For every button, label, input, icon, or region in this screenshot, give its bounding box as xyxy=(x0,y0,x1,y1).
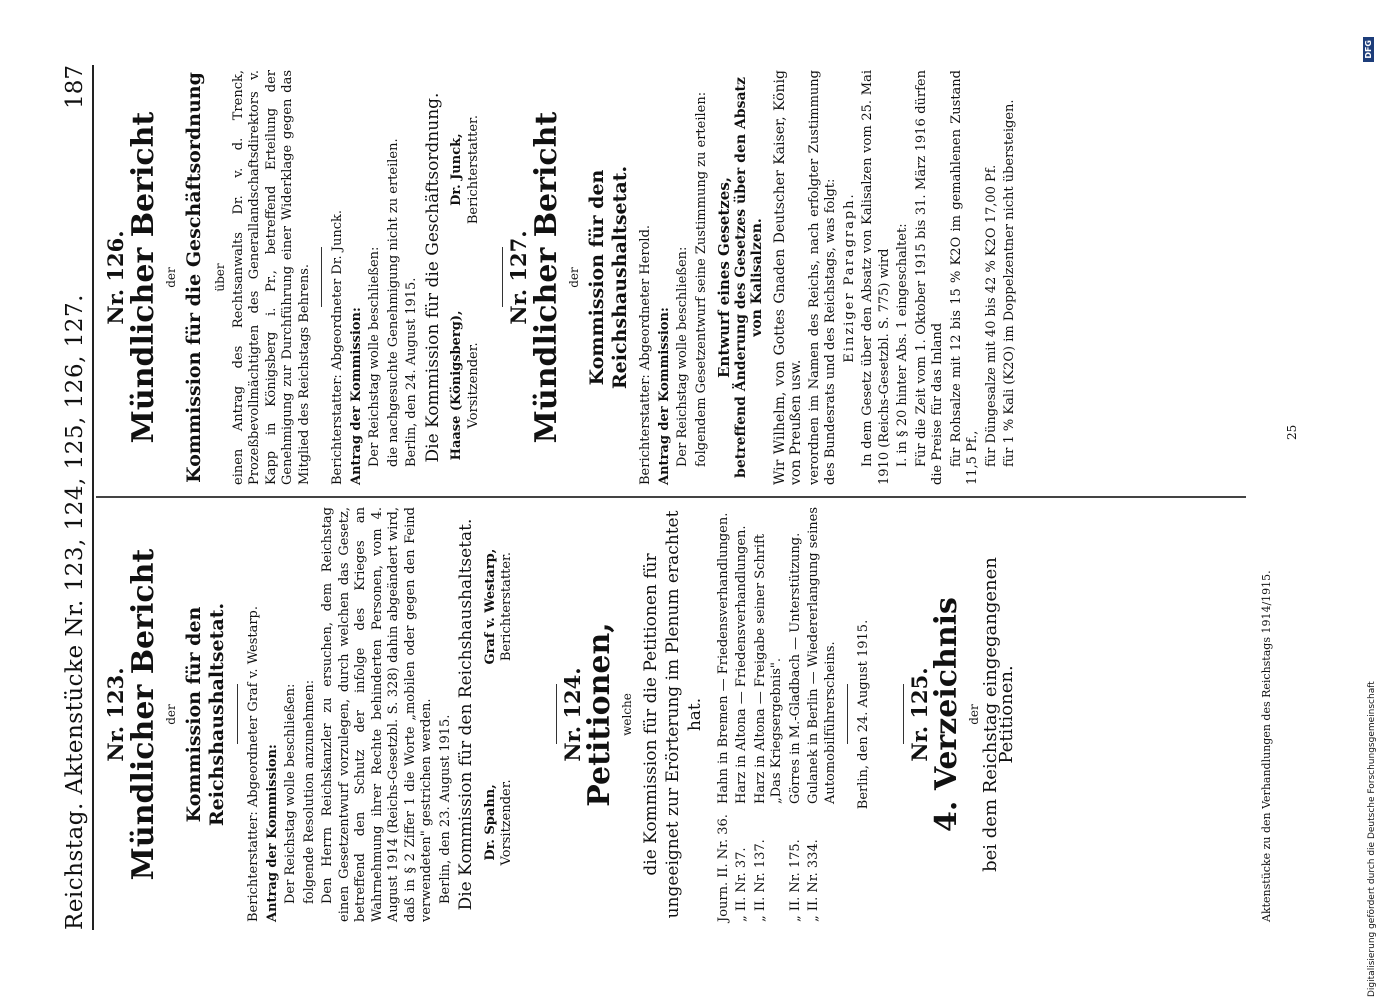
nr127-kommission: Kommission für den Reichshaushaltsetat. xyxy=(586,165,631,390)
nr123-intro: Der Reichstag wolle beschließen: xyxy=(283,683,298,904)
nr126-sig-right xyxy=(449,70,482,269)
nr127-p1: In dem Gesetz über den Absatz von Kalisalzen vom 25. Mai 1910 (Reichs-Gesetzbl. S. 775) wird xyxy=(860,70,892,485)
petition-text: Hahn in Bremen — Friedensverhandlungen. xyxy=(715,512,731,804)
petition-row xyxy=(734,507,751,922)
nr123-date: Berlin, den 23. August 1915. xyxy=(437,714,453,904)
nr123-antrag: Antrag der Kommission: xyxy=(264,744,280,922)
nr127-p2: I. in § 20 hinter Abs. 1 eingeschaltet: xyxy=(895,223,910,467)
nr127-verordnen: verordnen im Namen des Reichs, nach erfolgter Zustimmung des Bundesrats und des Reichstags, was folgt: xyxy=(806,70,838,485)
nr125-sub: bei dem Reichstag eingegangenen Petitionen. xyxy=(979,557,1017,872)
nr126-number: Nr. 126. xyxy=(103,230,128,325)
nr126-body: einen Antrag des Rechtsanwalts Dr. v. d. Trenck, Prozeßbevollmächtigten des Generallandschaftsdirektors v. Kapp in Königsberg i. Pr., betreffend Erteilung der Genehmigung zur Durchführung einer Widerklage gegen das Mitglied des Reichstags Behrens. xyxy=(230,70,312,485)
nr127-intro2: folgendem Gesetzentwurf seine Zustimmung zu erteilen: xyxy=(693,91,709,467)
nr127-p3: Für die Zeit vom 1. Oktober 1915 bis 31. März 1916 dürfen die Preise für das Inland xyxy=(913,70,945,485)
separator xyxy=(502,248,503,308)
nr123-kommission: Kommission für den Reichshaushaltsetat. xyxy=(183,602,228,827)
nr126-title: Mündlicher Bericht xyxy=(125,111,161,444)
nr127-p5: für Düngesalze mit 40 bis 42 % K2O 17,00 Pf. xyxy=(983,164,999,467)
running-header xyxy=(56,65,96,930)
nr127-p6: für 1 % Kali (K2O) im Doppelzentner nicht übersteigen. xyxy=(1002,99,1017,467)
nr127-berichterstatter: Berichterstatter: Abgeordneter Herold. xyxy=(638,224,653,485)
petition-row xyxy=(788,507,805,922)
nr127-entwurf-sub: betreffend Änderung des Gesetzes über den Absatz von Kalisalzen. xyxy=(732,77,765,478)
nr126-sig-right-name: Dr. Junck, xyxy=(449,133,464,206)
nr126-kommission: Kommission für die Geschäftsordnung xyxy=(183,72,205,483)
nr123-der: der xyxy=(163,704,178,725)
nr123-body: Den Herrn Reichskanzler zu ersuchen, dem Reichstag einen Gesetzentwurf vorzulegen, durch welchen das Gesetz, betreffend den Schutz der infolge des Krieges an Wahrnehmung ihrer Rechte behinderten Personen, vom 4. August 1914 (Reichs-Gesetzbl. S. 328) dahin abgeändert wird, daß in § 2 Ziffer 1 die Worte „mobilen oder gegen den Feind verwendeten" gestrichen werden. xyxy=(320,507,434,922)
nr126-signatures xyxy=(449,70,482,485)
nr123-berichterstatter: Berichterstatter: Abgeordneter Graf v. Westarp. xyxy=(246,605,261,922)
nr126-berichterstatter: Berichterstatter: Abgeordneter Dr. Junck. xyxy=(330,209,345,485)
petition-row xyxy=(753,507,786,922)
petition-list xyxy=(716,507,840,922)
petition-text: Görres in M.-Gladbach — Unterstützung. xyxy=(787,532,803,804)
nr123-signatures xyxy=(483,507,516,922)
nr126-sig-left xyxy=(449,286,482,485)
right-column xyxy=(100,70,1021,485)
separator xyxy=(556,685,557,745)
nr123-sig-left-name: Dr. Spahn, xyxy=(482,784,498,861)
nr127-p4: für Rohsalze mit 12 bis 15 % K2O im gemahlenen Zustand 11,5 Pf., xyxy=(948,70,980,485)
nr126-sig-left-role: Vorsitzender. xyxy=(465,342,481,429)
page-number: 187 xyxy=(62,65,88,109)
nr126-sig-right-role: Berichterstatter. xyxy=(465,115,481,225)
nr124-title: Petitionen, xyxy=(582,622,617,807)
nr123-sig-right xyxy=(483,507,516,706)
nr127-paragraph: Einziger Paragraph. xyxy=(841,192,857,363)
nr126-date: Berlin, den 24. August 1915. xyxy=(404,277,419,467)
nr127-intro: Der Reichstag wolle beschließen: xyxy=(675,246,690,467)
nr127-antrag: Antrag der Kommission: xyxy=(656,307,672,485)
running-header-title: Reichstag. Aktenstücke Nr. 123, 124, 125, 126, 127. xyxy=(62,294,88,930)
nr126-antrag: Antrag der Kommission: xyxy=(348,307,364,485)
nr123-sig-left-role: Vorsitzender. xyxy=(499,779,514,866)
nr127-number: Nr. 127. xyxy=(506,230,531,325)
nr126-der: der xyxy=(163,267,178,288)
section-nr125 xyxy=(906,507,1017,922)
petition-text: Gulanek in Berlin — Wiedererlangung seines Automobilführerscheins. xyxy=(806,506,838,804)
separator xyxy=(847,685,848,745)
nr126-intro: Der Reichstag wolle beschließen: xyxy=(367,246,382,467)
nr123-title: Mündlicher Bericht xyxy=(125,548,161,881)
nr124-lead: die Kommission für die Petitionen für ungeeignet zur Erörterung im Plenum erachtet hat. xyxy=(640,510,705,919)
section-nr123 xyxy=(103,507,516,922)
petition-row xyxy=(806,507,839,922)
petition-ref: Journ. II. Nr. 36. xyxy=(715,814,731,922)
nr127-wir: Wir Wilhelm, von Gottes Gnaden Deutscher Kaiser, König von Preußen usw. xyxy=(771,70,804,485)
page-footer xyxy=(1260,62,1273,922)
nr127-title: Mündlicher Bericht xyxy=(528,111,564,444)
digitization-stamp xyxy=(1364,40,1377,997)
nr127-der: der xyxy=(566,267,581,288)
nr126-sig-left-name: Haase (Königsberg), xyxy=(449,310,464,461)
nr125-title: 4. Verzeichnis xyxy=(929,597,964,832)
footer-left: Aktenstücke zu den Verhandlungen des Reichstags 1914/1915. xyxy=(1260,570,1273,922)
petition-text: Harz in Altona — Freigabe seiner Schrift „Das Kriegsergebnis". xyxy=(752,533,784,804)
petition-text: Harz in Altona — Friedensverhandlungen. xyxy=(734,525,749,804)
petition-ref: „ II. Nr. 175. xyxy=(787,839,803,922)
section-nr127 xyxy=(506,70,1019,485)
stamp-text: Digitalisierung gefördert durch die Deutsche Forschungsgemeinschaft xyxy=(1367,681,1377,997)
petition-ref: „ II. Nr. 334. xyxy=(806,839,821,922)
nr123-sig-left xyxy=(483,723,516,922)
left-column xyxy=(100,507,1016,922)
petition-ref: „ II. Nr. 37. xyxy=(734,847,749,922)
nr127-entwurf: Entwurf eines Gesetzes, xyxy=(715,176,733,379)
nr123-intro2: folgende Resolution anzunehmen: xyxy=(301,679,317,904)
separator xyxy=(237,685,238,745)
nr123-closing: Die Kommission für den Reichshaushaltsetat. xyxy=(456,518,476,911)
header-rule xyxy=(92,65,94,930)
nr124-date: Berlin, den 24. August 1915. xyxy=(856,619,871,810)
nr125-der: der xyxy=(967,704,981,725)
petition-row xyxy=(716,507,733,922)
section-nr126 xyxy=(103,70,482,485)
nr126-ueber: über xyxy=(213,263,227,292)
column-divider xyxy=(96,496,1246,498)
nr124-number: Nr. 124. xyxy=(559,667,585,762)
nr125-number: Nr. 125. xyxy=(906,667,932,762)
separator xyxy=(903,685,904,745)
footer-signature-number: 25 xyxy=(1285,424,1299,440)
nr126-intro2: die nachgesuchte Genehmigung nicht zu erteilen. xyxy=(385,138,401,467)
dfg-logo: DFG xyxy=(1363,37,1374,62)
nr123-number: Nr. 123. xyxy=(103,667,128,762)
section-nr124 xyxy=(559,506,873,922)
separator xyxy=(321,248,322,308)
nr123-sig-right-role: Berichterstatter. xyxy=(499,552,514,662)
petition-ref: „ II. Nr. 137. xyxy=(752,839,768,922)
nr124-welche: welche xyxy=(620,693,634,736)
nr126-closing: Die Kommission für die Geschäftsordnung. xyxy=(422,92,443,463)
nr123-sig-right-name: Graf v. Westarp, xyxy=(482,548,498,665)
